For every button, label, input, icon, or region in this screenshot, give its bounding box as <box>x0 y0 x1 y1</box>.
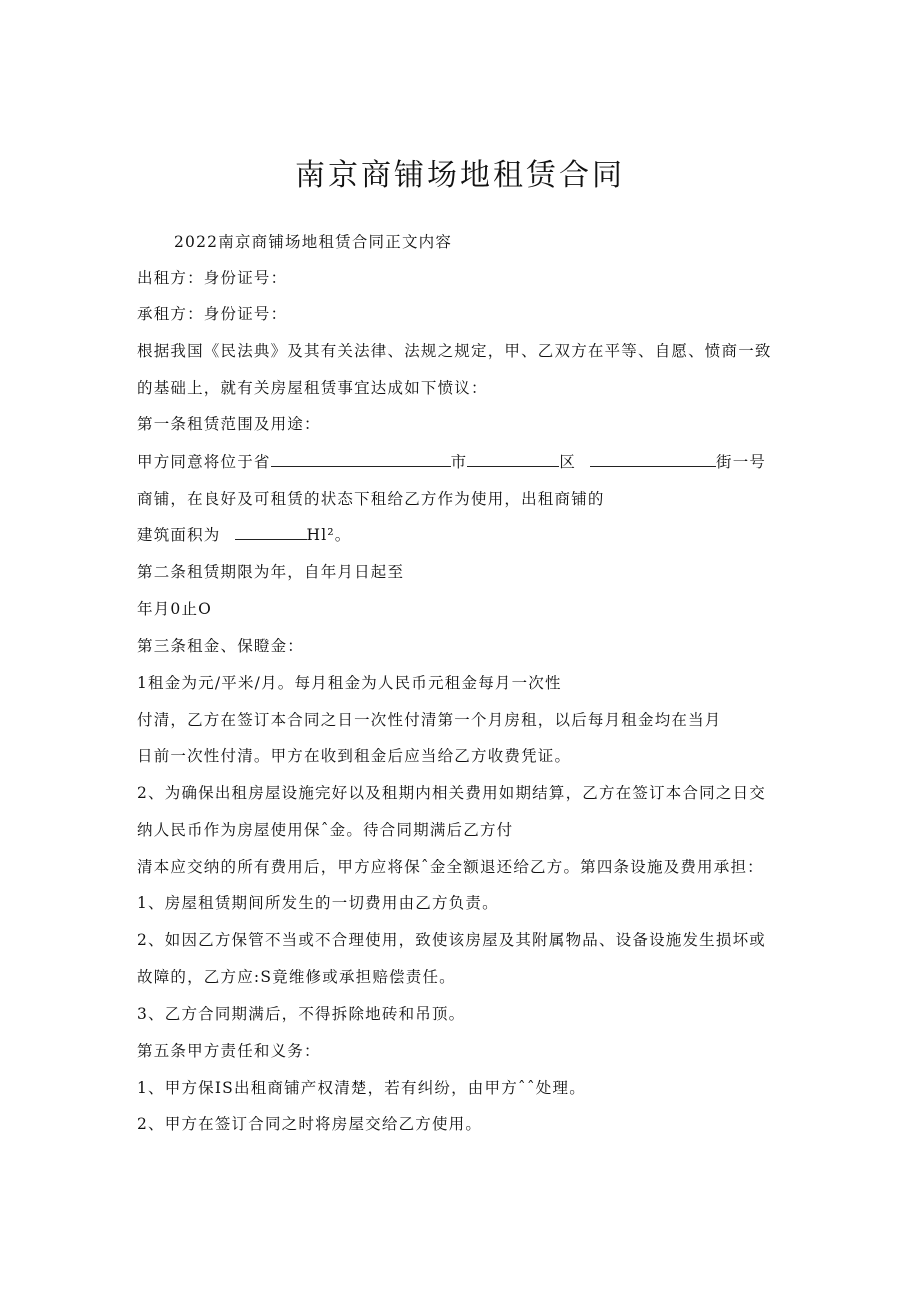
article-4-line-4: 3、乙方合同期满后，不得拆除地砖和吊顶。 <box>137 1005 466 1023</box>
article-4-line-1: 1、房屋租赁期间所发生的一切费用由乙方负责。 <box>137 894 499 912</box>
article-3-line-2: 付清，乙方在签订本合同之日一次性付清第一个月房租，以后每月租金均在当月 <box>137 711 722 729</box>
district-label: 区 <box>559 453 577 471</box>
preamble-line-1: 根据我国《民法典》及其有关法律、法规之规定，甲、乙双方在平等、自愿、愤商一致 <box>137 342 772 360</box>
area-unit: Hl²。 <box>306 526 352 544</box>
lessor-line: 出租方：身份证号： <box>137 269 288 287</box>
article-4-line-2: 2、如因乙方保管不当或不合理使用，致使该房屋及其附属物品、设备设施发生损坏或 <box>137 931 766 949</box>
document-title: 南京商铺场地租赁合同 <box>295 158 625 193</box>
article-4-line-3: 故障的，乙方应:S竟维修或承担赔偿责任。 <box>137 968 456 986</box>
street-label: 街一号 <box>716 453 767 471</box>
subtitle: 2022南京商铺场地租赁合同正文内容 <box>174 233 453 251</box>
city-label: 市 <box>450 453 468 471</box>
article-3-line-6: 清本应交纳的所有费用后，甲方应将保ˆ金全额退还给乙方。第四条设施及费用承担： <box>137 858 764 876</box>
location-prefix: 甲方同意将位于省 <box>137 453 271 471</box>
article-3-line-4: 2、为确保出租房屋设施完好以及租期内相关费用如期结算，乙方在签订本合同之日交 <box>137 784 766 802</box>
article-1-line-2: 商铺，在良好及可租赁的状态下租给乙方作为使用，出租商铺的 <box>137 490 605 508</box>
area-blank[interactable] <box>235 525 307 540</box>
article-3-line-3: 日前一次性付清。甲方在收到租金后应当给乙方收费凭证。 <box>137 747 572 765</box>
city-blank[interactable] <box>467 452 559 467</box>
article-5-line-1: 1、甲方保IS出租商铺产权清楚，若有纠纷，由甲方ˆˆ处理。 <box>137 1079 586 1097</box>
preamble-line-2: 的基础上，就有关房屋租赁事宜达成如下愤议： <box>137 379 488 397</box>
article-2-line-1: 第二条租赁期限为年，自年月日起至 <box>137 563 405 581</box>
street-blank[interactable] <box>590 452 716 467</box>
article-5-title: 第五条甲方责任和义务： <box>137 1042 321 1060</box>
article-1-title: 第一条租赁范围及用途： <box>137 415 321 433</box>
article-2-line-2: 年月0止O <box>137 600 213 618</box>
area-label: 建筑面积为 <box>137 526 221 544</box>
article-5-line-2: 2、甲方在签订合同之时将房屋交给乙方使用。 <box>137 1115 483 1133</box>
article-3-line-1: 1租金为元/平米/月。每月租金为人民币元租金每月一次性 <box>137 674 562 692</box>
lessee-line: 承租方：身份证号： <box>137 305 288 323</box>
article-1-area-line <box>137 525 352 545</box>
article-3-line-5: 纳人民币作为房屋使用保ˆ金。待合同期满后乙方付 <box>137 821 514 839</box>
article-3-title: 第三条租金、保瞪金： <box>137 637 305 655</box>
article-1-location-line <box>137 452 766 472</box>
province-blank[interactable] <box>271 452 451 467</box>
